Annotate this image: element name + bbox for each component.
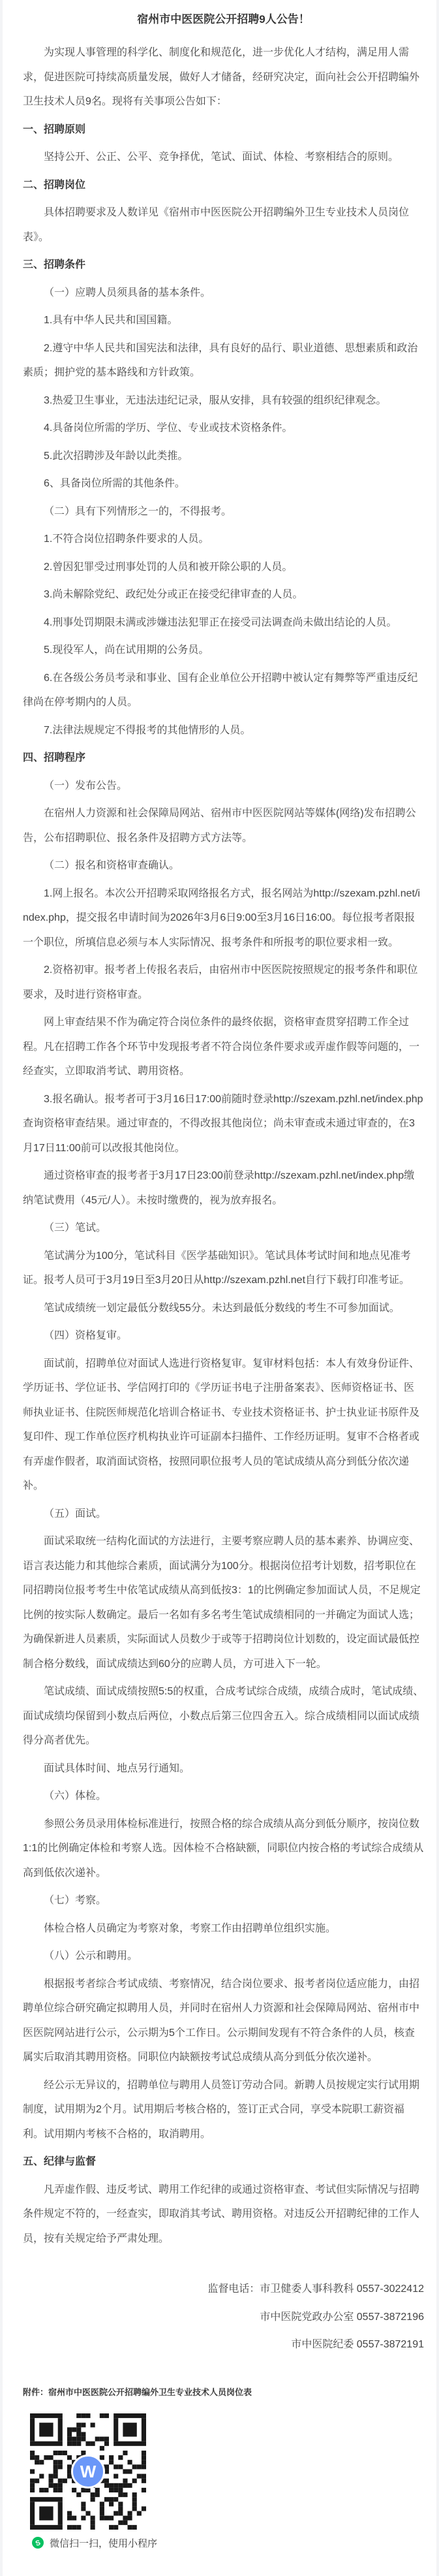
paragraph: 1.不符合岗位招聘条件要求的人员。 (44, 533, 209, 545)
paragraph: （四）资格复审。 (44, 1330, 128, 1341)
paragraph: 在宿州人力资源和社会保障局网站、宿州市中医医院网站等媒体(网络)发布招聘公告，公布招聘职位、报名条件及招聘方式方法等。 (23, 808, 416, 844)
paragraph: 体检合格人员确定为考察对象，考察工作由招聘单位组织实施。 (44, 1922, 337, 1934)
paragraph: 2.资格初审。报考者上传报名表后，由宿州市中医医院按照规定的报考条件和职位要求，及时进行资格审查。 (23, 964, 418, 1000)
paragraph: 5.现役军人，尚在试用期的公务员。 (44, 644, 209, 656)
section-heading: 一、招聘原则 (23, 123, 86, 135)
paragraph: 6、具备岗位所需的其他条件。 (44, 478, 185, 489)
paragraph: （八）公示和聘用。 (44, 1950, 138, 1962)
paragraph: （一）发布公告。 (44, 780, 128, 791)
paragraph: （五）面试。 (44, 1508, 107, 1519)
attachment-heading: 附件：宿州市中医医院公开招聘编外卫生专业技术人员岗位表 (23, 2387, 252, 2397)
contact-line: 市中医院党政办公室 0557-3872196 (260, 2311, 424, 2323)
section-heading: 二、招聘岗位 (23, 179, 86, 191)
qr-caption-text: 微信扫一扫，使用小程序 (50, 2537, 158, 2549)
qr-caption (32, 2536, 424, 2550)
paragraph: 5.此次招聘涉及年龄以此类推。 (44, 450, 189, 462)
paragraph: 通过资格审查的报考者于3月17日23:00前登录http://szexam.pzhl.net/index.php缴纳笔试费用（45元/人）。未按时缴费的，视为放弃报名。 (23, 1170, 415, 1206)
paragraph: 凡弄虚作假、违反考试、聘用工作纪律的或通过资格审查、考试但实际情况与招聘条件规定不符的，一经查实，即取消其考试、聘用资格。对违反公开招聘纪律的工作人员，按有关规定给予严肃处理。 (23, 2184, 420, 2244)
paragraph: 1.具有中华人民共和国国籍。 (44, 315, 178, 326)
paragraph: （七）考察。 (44, 1895, 107, 1906)
paragraph: （一）应聘人员须具备的基本条件。 (44, 287, 211, 298)
paragraph: 面试采取统一结构化面试的方法进行，主要考察应聘人员的基本素养、协调应变、语言表达能力和其他综合素质，面试满分为100分。根据岗位招考计划数，招考职位在同招聘岗位报考考生中依笔试成绩从高到低按3：1的比例确定参加面试人员，不足规定比例的按实际人数确定。最后一名如有多名考生笔试成绩相同的一并确定为面试人选；为确保新进人员素质，实际面试人员数少于或等于招聘岗位计划数的，设定面试最低控制合格分数线，面试成绩达到60分的应聘人员，方可进入下一轮。 (23, 1536, 421, 1670)
paragraph: 3.热爱卫生事业，无违法违纪记录，服从安排，具有较强的组织纪律观念。 (44, 394, 387, 406)
paragraph: 参照公务员录用体检标准进行，按照合格的综合成绩从高分到低分顺序，按岗位数1:1的比例确定体检和考察人选。因体检不合格缺额，同职位内按合格的考试综合成绩从高到低依次递补。 (23, 1818, 424, 1879)
paragraph: 笔试成绩、面试成绩按照5:5的权重，合成考试综合成绩，成绩合成时，笔试成绩、面试成绩均保留到小数点后两位，小数点后第三位四舍五入。综合成绩相同以面试成绩得分高者优先。 (23, 1686, 424, 1746)
section-heading: 五、纪律与监督 (23, 2156, 97, 2167)
qr-logo-letter: W (80, 2461, 97, 2481)
svg-text:S: S (34, 2539, 42, 2548)
paragraph: （六）体检。 (44, 1790, 107, 1802)
paragraph: 为实现人事管理的科学化、制度化和规范化，进一步优化人才结构，满足用人需求，促进医院可持续高质量发展，做好人才储备，经研究决定，面向社会公开招聘编外卫生技术人员9名。现将有关事项公告如下： (23, 47, 420, 107)
paragraph: 1.网上报名。本次公开招聘采取网络报名方式，报名网站为http://szexam.pzhl.net/index.php，提交报名申请时间为2026年3月6日9:00至3月16日16:00。每位报考者限报一个职位，所填信息必须与本人实际情况、报考条件和所报考的职位要求相一致。 (23, 887, 420, 948)
paragraph: 面试前，招聘单位对面试人选进行资格复审。复审材料包括：本人有效身份证件、学历证书、学位证书、学信网打印的《学历证书电子注册备案表》、医师资格证书、医师执业证书、住院医师规范化培训合格证书、专业技术资格证书、护士执业证书原件及复印件、现工作单位医疗机构执业许可证副本扫描件、工作经历证明。复审不合格者或有弄虚作假者，取消面试资格，按照同职位报考人员的笔试成绩从高分到低分依次递补。 (23, 1358, 420, 1491)
paragraph: 笔试满分为100分，笔试科目《医学基础知识》。笔试具体考试时间和地点见准考证。报考人员可于3月19日至3月20日从http://szexam.pzhl.net自行下载打印准考证。 (23, 1250, 411, 1286)
contact-line: 监督电话：市卫健委人事科教科 0557-3022412 (207, 2283, 424, 2295)
paragraph: 4.刑事处罚期限未满或涉嫌违法犯罪正在接受司法调查尚未做出结论的人员。 (44, 616, 397, 628)
paragraph: 3.报名确认。报考者可于3月16日17:00前随时登录http://szexam.pzhl.net/index.php查询资格审查结果。通过审查的，不得改报其他岗位；尚未审查或未通过审查的，在3月17日11:00前可以改报其他岗位。 (23, 1093, 423, 1154)
paragraph: 根据报考者综合考试成绩、考察情况，结合岗位要求、报考者岗位适应能力，由招聘单位综合研究确定拟聘用人员，并同时在宿州人力资源和社会保障局网站、宿州市中医医院网站进行公示，公示期为5个工作日。公示期间发现有不符合条件的人员，核查属实后取消其聘用资格。同职位内缺额按考试总成绩从高分到低分依次递补。 (23, 1978, 420, 2063)
paragraph: 笔试成绩统一划定最低分数线55分。未达到最低分数线的考生不可参加面试。 (44, 1302, 400, 1314)
paragraph: （二）报名和资格审查确认。 (44, 860, 180, 871)
paragraph: 7.法律法规规定不得报考的其他情形的人员。 (44, 724, 251, 736)
paragraph: 2.遵守中华人民共和国宪法和法律，具有良好的品行、职业道德、思想素质和政治素质；拥护党的基本路线和方针政策。 (23, 342, 418, 378)
contact-line: 市中医院纪委 0557-3872191 (291, 2339, 424, 2350)
section-heading: 四、招聘程序 (23, 752, 86, 763)
qr-section (30, 2413, 424, 2550)
paragraph: 6.在各级公务员考录和事业、国有企业单位公开招聘中被认定有舞弊等严重违反纪律尚在停考期内的人员。 (23, 672, 418, 708)
paragraph: 具体招聘要求及人数详见《宿州市中医医院公开招聘编外卫生专业技术人员岗位表》。 (23, 207, 410, 243)
qr-logo-w-icon (71, 2455, 105, 2489)
paragraph: （二）具有下列情形之一的，不得报考。 (44, 505, 232, 517)
paragraph: 4.具备岗位所需的学历、学位、专业或技术资格条件。 (44, 422, 293, 434)
paragraph: （三）笔试。 (44, 1222, 107, 1233)
paragraph: 网上审查结果不作为确定符合岗位条件的最终依据，资格审查贯穿招聘工作全过程。凡在招聘工作各个环节中发现报考者不符合岗位条件要求或弄虚作假等问题的，一经查实，立即取消考试、聘用资格。 (23, 1017, 420, 1077)
announcement-body (23, 40, 424, 2399)
paragraph: 面试具体时间、地点另行通知。 (44, 1762, 190, 1774)
paragraph: 3.尚未解除党纪、政纪处分或正在接受纪律审查的人员。 (44, 589, 303, 600)
paragraph: 坚持公开、公正、公平、竞争择优，笔试、面试、体检、考察相结合的原则。 (44, 151, 399, 163)
qr-code (30, 2413, 146, 2530)
wechat-miniprogram-icon (32, 2537, 44, 2549)
announcement-card (3, 0, 436, 2576)
section-heading: 三、招聘条件 (23, 259, 86, 270)
paragraph: 2.曾因犯罪受过刑事处罚的人员和被开除公职的人员。 (44, 561, 293, 573)
paragraph: 经公示无异议的，招聘单位与聘用人员签订劳动合同。新聘人员按规定实行试用期制度，试用期为2个月。试用期后考核合格的，签订正式合同，享受本院职工薪资福利。试用期内考核不合格的，取消聘用。 (23, 2079, 420, 2140)
page-title: 宿州市中医医院公开招聘9人公告！ (137, 13, 310, 25)
